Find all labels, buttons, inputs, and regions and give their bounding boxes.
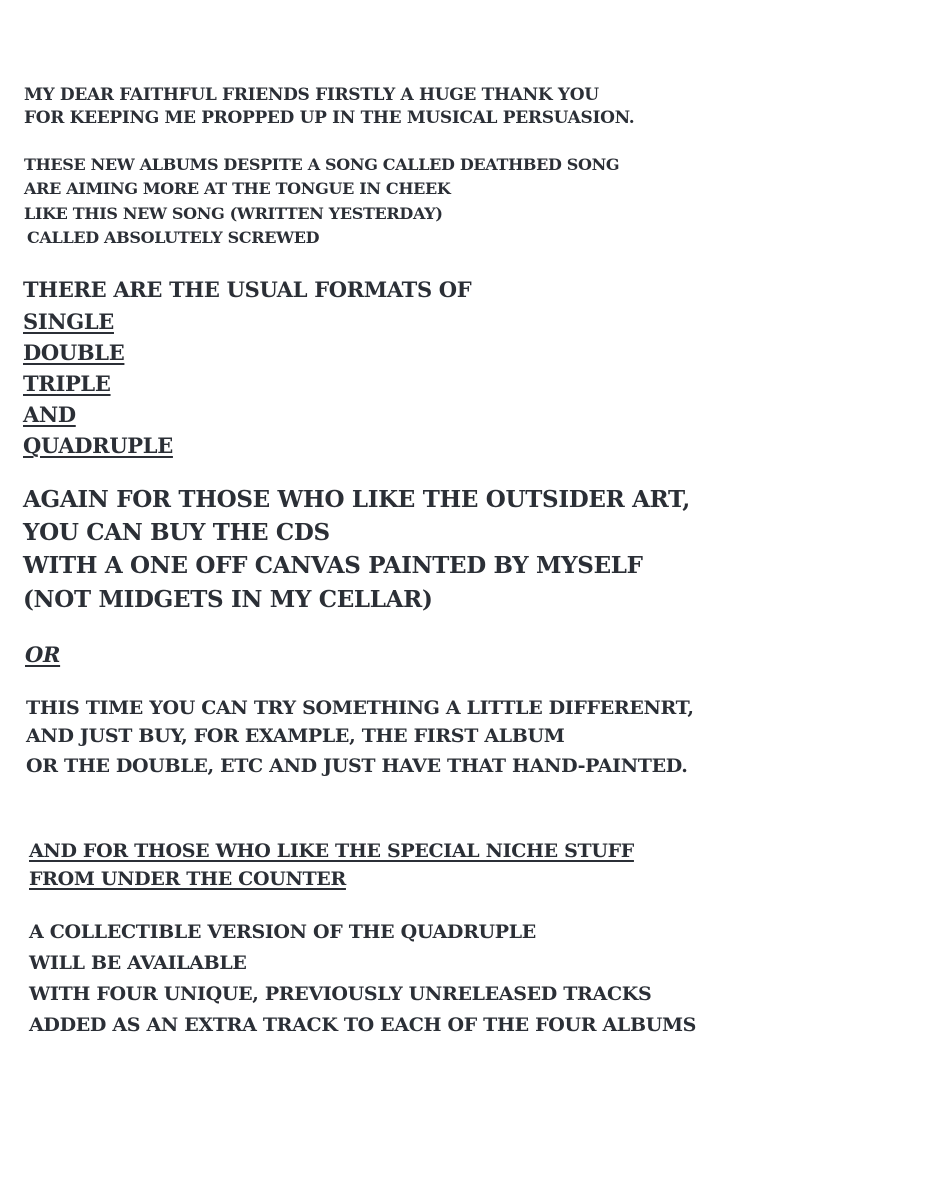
albums-line-4: CALLED ABSOLUTELY SCREWED xyxy=(27,228,320,247)
collectible-line-1: A COLLECTIBLE VERSION OF THE QUADRUPLE xyxy=(29,921,536,943)
or-label: OR xyxy=(25,642,61,667)
intro-line-2: FOR KEEPING ME PROPPED UP IN THE MUSICAL PERSUASION. xyxy=(24,108,635,128)
albums-line-2: ARE AIMING MORE AT THE TONGUE IN CHEEK xyxy=(24,179,451,198)
collectible-line-2: WILL BE AVAILABLE xyxy=(29,952,247,974)
albums-line-1: THESE NEW ALBUMS DESPITE A SONG CALLED DEATHBED SONG xyxy=(24,155,620,174)
format-double: DOUBLE xyxy=(23,340,125,365)
outsider-line-3: WITH A ONE OFF CANVAS PAINTED BY MYSELF xyxy=(23,552,643,579)
outsider-line-4: (NOT MIDGETS IN MY CELLAR) xyxy=(23,586,433,613)
format-single: SINGLE xyxy=(23,309,114,334)
collectible-line-3: WITH FOUR UNIQUE, PREVIOUSLY UNRELEASED TRACKS xyxy=(29,983,652,1005)
format-quadruple: QUADRUPLE xyxy=(23,433,173,458)
outsider-line-2: YOU CAN BUY THE CDS xyxy=(23,519,330,546)
niche-heading-line-1: AND FOR THOSE WHO LIKE THE SPECIAL NICHE STUFF xyxy=(29,840,634,862)
collectible-line-4: ADDED AS AN EXTRA TRACK TO EACH OF THE FOUR ALBUMS xyxy=(29,1014,697,1036)
outsider-line-1: AGAIN FOR THOSE WHO LIKE THE OUTSIDER ART, xyxy=(23,486,690,513)
niche-heading-line-2: FROM UNDER THE COUNTER xyxy=(29,868,346,890)
alternative-line-1: THIS TIME YOU CAN TRY SOMETHING A LITTLE DIFFERENRT, xyxy=(26,697,694,719)
format-and: AND xyxy=(23,402,76,427)
intro-line-1: MY DEAR FAITHFUL FRIENDS FIRSTLY A HUGE THANK YOU xyxy=(24,85,599,105)
format-triple: TRIPLE xyxy=(23,371,111,396)
alternative-line-2: AND JUST BUY, FOR EXAMPLE, THE FIRST ALBUM xyxy=(26,725,565,747)
albums-line-3: LIKE THIS NEW SONG (WRITTEN YESTERDAY) xyxy=(24,204,443,223)
formats-heading: THERE ARE THE USUAL FORMATS OF xyxy=(23,277,472,302)
alternative-line-3: OR THE DOUBLE, ETC AND JUST HAVE THAT HAND-PAINTED. xyxy=(26,755,688,777)
